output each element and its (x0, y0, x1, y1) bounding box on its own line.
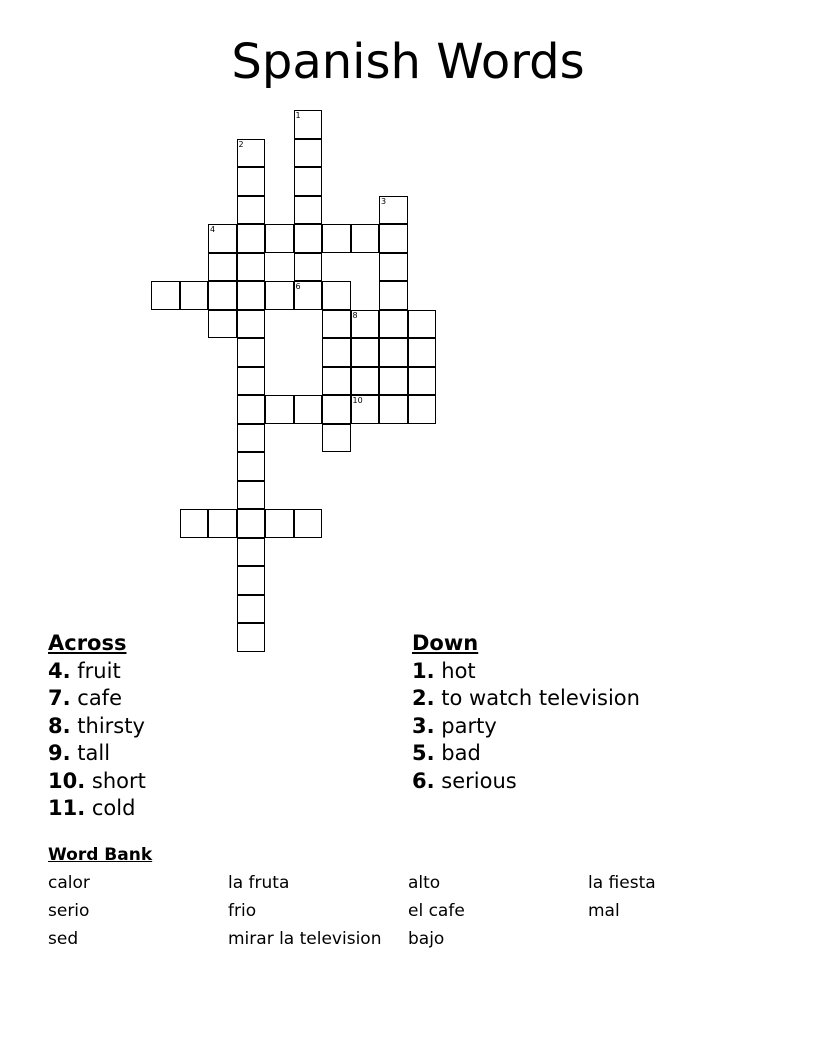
grid-cell[interactable] (237, 424, 266, 453)
grid-cell[interactable] (208, 281, 237, 310)
clue-text: short (85, 768, 146, 793)
grid-cell[interactable] (379, 224, 408, 253)
clue-number-label: 10. (48, 768, 86, 793)
grid-cell[interactable] (208, 253, 237, 282)
grid-cell[interactable] (208, 310, 237, 339)
grid-cell[interactable] (294, 110, 323, 139)
grid-cell[interactable] (237, 281, 266, 310)
grid-cell[interactable] (294, 196, 323, 225)
grid-cell[interactable] (237, 538, 266, 567)
word-bank-item: calor (48, 873, 90, 893)
down-clue (412, 713, 640, 740)
clue-number-label: 6. (412, 768, 435, 793)
word-bank-item: bajo (408, 929, 445, 949)
grid-cell[interactable] (322, 281, 351, 310)
down-heading: Down (412, 631, 479, 655)
grid-cell[interactable] (237, 167, 266, 196)
word-bank-item: mirar la television (228, 929, 382, 949)
clue-text: serious (434, 768, 517, 793)
grid-cell[interactable] (237, 253, 266, 282)
clue-number-label: 5. (412, 741, 435, 766)
grid-cell[interactable] (351, 310, 380, 339)
grid-cell[interactable] (408, 395, 437, 424)
across-clue (48, 685, 146, 712)
grid-cell[interactable] (265, 281, 294, 310)
grid-cell[interactable] (322, 224, 351, 253)
word-bank-item: mal (588, 901, 620, 921)
grid-cell[interactable] (237, 595, 266, 624)
grid-cell[interactable] (294, 253, 323, 282)
grid-cell[interactable] (265, 224, 294, 253)
grid-cell[interactable] (265, 509, 294, 538)
clue-number: 10 (352, 396, 363, 405)
clue-number-label: 4. (48, 659, 71, 683)
grid-cell[interactable] (322, 338, 351, 367)
clue-number-label: 3. (412, 713, 435, 738)
clue-text: hot (434, 659, 476, 683)
grid-cell[interactable] (237, 395, 266, 424)
grid-cell[interactable] (351, 395, 380, 424)
grid-cell[interactable] (294, 167, 323, 196)
across-clue (48, 768, 146, 795)
word-bank-item: la fruta (228, 873, 290, 893)
clue-number: 3 (381, 196, 387, 206)
clue-text: thirsty (70, 713, 145, 738)
clue-text: cafe (70, 686, 122, 711)
down-clues (412, 658, 640, 795)
grid-cell[interactable] (265, 395, 294, 424)
down-clue (412, 658, 640, 685)
word-bank-item: alto (408, 873, 441, 893)
clue-number-label: 8. (48, 713, 71, 738)
clue-number-label: 2. (412, 686, 435, 711)
grid-cell[interactable] (351, 224, 380, 253)
grid-cell[interactable] (351, 367, 380, 396)
grid-cell[interactable] (351, 338, 380, 367)
clue-text: party (434, 713, 497, 738)
grid-cell[interactable] (322, 424, 351, 453)
clue-text: bad (434, 741, 481, 766)
grid-cell[interactable] (237, 452, 266, 481)
word-bank-heading: Word Bank (48, 845, 153, 865)
page-title: Spanish Words (231, 34, 585, 90)
clue-number-label: 9. (48, 741, 71, 766)
grid-cell[interactable] (379, 338, 408, 367)
grid-cell[interactable] (237, 509, 266, 538)
grid-cell[interactable] (180, 509, 209, 538)
clue-number: 8 (352, 310, 358, 320)
clue-text: tall (70, 741, 111, 766)
grid-cell[interactable] (379, 367, 408, 396)
grid-cell[interactable] (208, 224, 237, 253)
grid-cell[interactable] (379, 281, 408, 310)
clue-number-label: 11. (48, 796, 86, 821)
down-clue (412, 685, 640, 712)
across-clue (48, 795, 146, 822)
clue-number: 2 (238, 139, 244, 149)
clue-number-label: 7. (48, 686, 71, 711)
clue-text: fruit (70, 659, 121, 683)
down-clue (412, 768, 640, 795)
grid-cell[interactable] (237, 196, 266, 225)
word-bank-item: la fiesta (588, 873, 656, 893)
down-clue (412, 740, 640, 767)
grid-cell[interactable] (408, 338, 437, 367)
word-bank-item: frio (228, 901, 257, 921)
grid-cell[interactable] (237, 481, 266, 510)
across-clues (48, 658, 146, 822)
grid-cell[interactable] (322, 310, 351, 339)
grid-cell[interactable] (237, 338, 266, 367)
clue-text: cold (85, 796, 136, 821)
grid-cell[interactable] (237, 224, 266, 253)
grid-cell[interactable] (294, 395, 323, 424)
clue-number-label: 1. (412, 659, 435, 683)
across-clue (48, 658, 146, 685)
word-bank (48, 872, 768, 962)
grid-cell[interactable] (379, 196, 408, 225)
grid-cell[interactable] (408, 310, 437, 339)
word-bank-item: serio (48, 901, 90, 921)
word-bank-item: sed (48, 929, 79, 949)
grid-cell[interactable] (237, 623, 266, 652)
across-clue (48, 713, 146, 740)
grid-cell[interactable] (237, 139, 266, 168)
grid-cell[interactable] (379, 310, 408, 339)
grid-cell[interactable] (379, 395, 408, 424)
clue-number: 1 (295, 111, 301, 120)
grid-cell[interactable] (294, 281, 323, 310)
across-heading: Across (48, 631, 127, 655)
grid-cell[interactable] (294, 509, 323, 538)
clue-number: 6 (295, 282, 301, 291)
grid-cell[interactable] (322, 367, 351, 396)
grid-cell[interactable] (408, 367, 437, 396)
grid-cell[interactable] (294, 224, 323, 253)
grid-cell[interactable] (208, 509, 237, 538)
grid-cell[interactable] (237, 566, 266, 595)
grid-cell[interactable] (151, 281, 180, 310)
clue-text: to watch television (434, 686, 640, 711)
grid-cell[interactable] (294, 139, 323, 168)
grid-cell[interactable] (379, 253, 408, 282)
grid-cell[interactable] (180, 281, 209, 310)
grid-cell[interactable] (322, 395, 351, 424)
across-clue (48, 740, 146, 767)
grid-cell[interactable] (237, 367, 266, 396)
grid-cell[interactable] (237, 310, 266, 339)
clue-number: 4 (210, 225, 216, 234)
word-bank-item: el cafe (408, 901, 465, 921)
